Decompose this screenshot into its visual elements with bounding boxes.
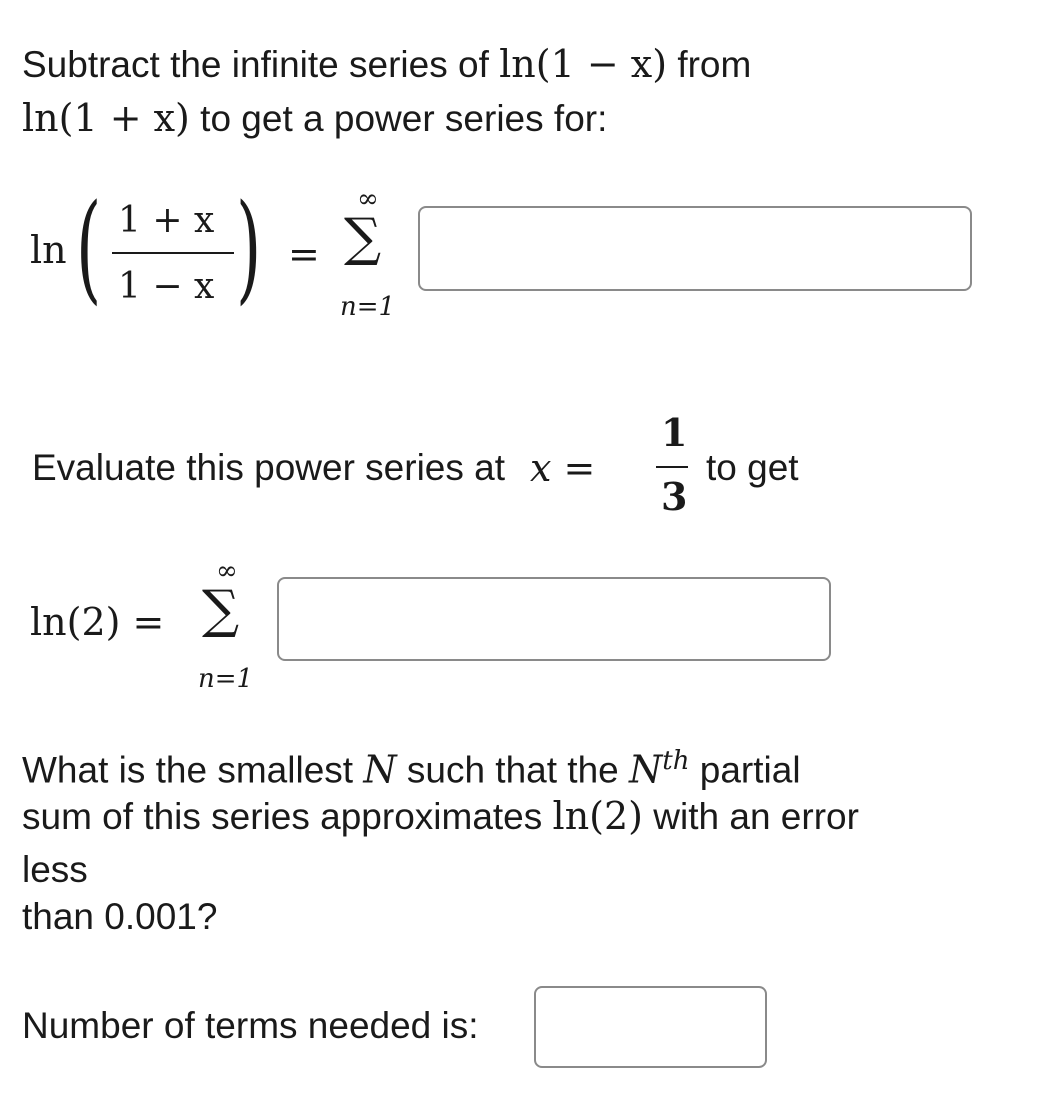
eq2-answer-input[interactable] [277,577,831,661]
ln-1-minus-x: ln(1 − x) [499,42,668,86]
q2-tail: to get [706,447,799,488]
q1-line-1 [22,42,751,88]
ln-1-plus-x: ln(1 + x) [22,96,190,140]
q3-line-2 [22,794,859,840]
q3-line2a: sum of this series approximates [22,796,543,837]
eq1-equals: = [288,232,320,276]
q3-th: th [662,746,690,776]
q3-line-1 [22,746,801,793]
eq1-left-paren: ( [76,178,102,316]
q2-text: Evaluate this power series at [32,447,506,488]
eq2-lhs: ln(2) = [30,600,165,644]
q2-frac-den: 3 [661,474,688,519]
q4-answer-input[interactable] [534,986,767,1068]
q3-ln2: ln(2) [552,794,644,838]
q1-tail-text: to get a power series for: [200,98,608,139]
q1-from-text: from [677,44,752,85]
q2-frac-num: 1 [661,410,688,455]
q3-line2b: with an error [653,796,859,837]
q3-line-3: less [22,849,88,890]
q1-line-2 [22,96,607,142]
q3-N-sup: N [629,747,663,792]
q2-fraction-bar [656,466,688,468]
eq1-right-paren: ) [236,178,262,316]
eq1-numerator: 1 + x [118,200,215,241]
eq1-fraction-bar [112,252,234,254]
q3-part-1: What is the smallest [22,749,354,791]
q3-line-4: than 0.001? [22,896,218,937]
q3-N: N [363,747,397,792]
q4-label: Number of terms needed is: [22,1005,479,1046]
eq1-answer-input[interactable] [418,206,972,291]
eq2-sigma: ∑ [202,580,240,640]
q2-x-equals: x = [530,446,596,490]
eq2-sum-lower: n=1 [198,664,254,694]
eq1-denominator: 1 − x [118,266,215,307]
eq1-sum-lower: n=1 [340,292,396,322]
q3-part-3: partial [699,749,801,791]
eq1-sum-upper: ∞ [357,184,379,214]
q3-part-2: such that the [406,749,619,791]
eq1-ln: ln [30,228,67,272]
q1-intro-text: Subtract the infinite series of [22,44,489,85]
eq1-sigma: ∑ [344,208,382,268]
eq2-sum-upper: ∞ [216,556,238,586]
